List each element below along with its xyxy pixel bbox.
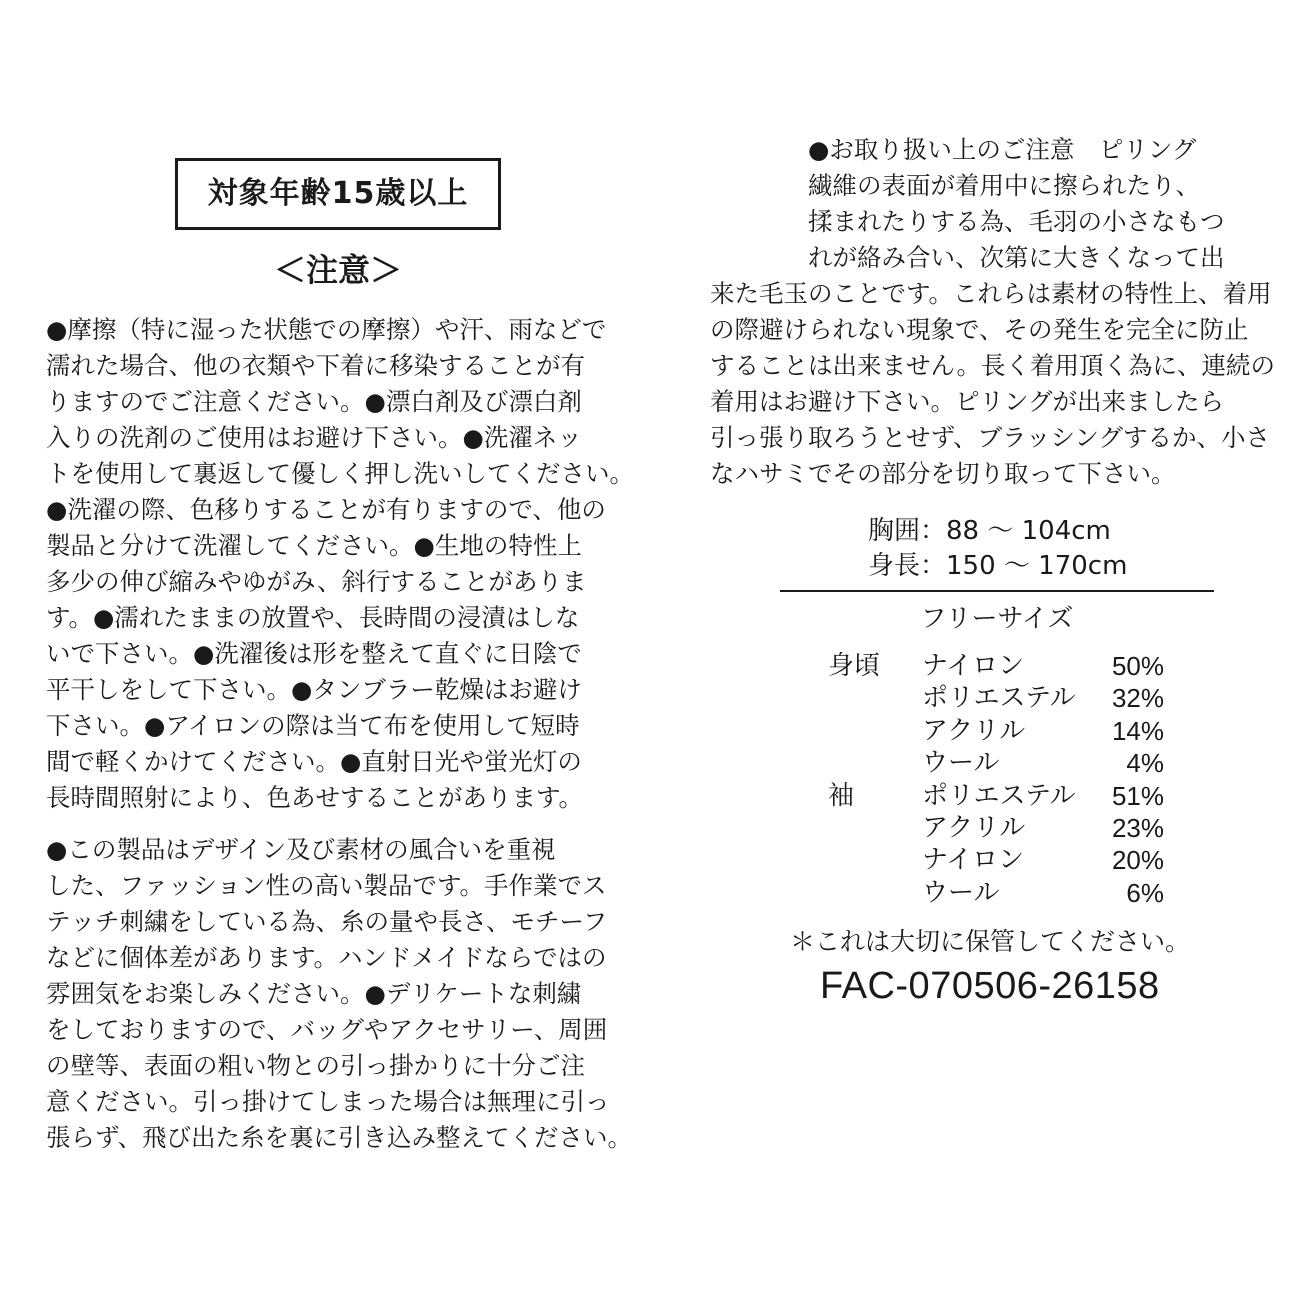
composition-percent: 32% xyxy=(1111,683,1164,714)
chest-size: 胸囲：88 ～ 104cm xyxy=(868,516,1111,546)
age-notice-text: 対象年齢15歳以上 xyxy=(207,176,469,211)
composition-material: ウール xyxy=(922,748,1000,779)
composition-row xyxy=(828,780,1168,812)
composition-part: 身頃 xyxy=(828,651,881,681)
age-notice-box xyxy=(175,158,501,230)
composition-percent: 51% xyxy=(1111,780,1164,811)
keep-this-note: ＊これは大切に保管してください。 xyxy=(790,927,1191,956)
divider-line xyxy=(780,590,1214,592)
composition-percent: 4% xyxy=(1126,748,1164,779)
care-instructions-paragraph: ●摩擦（特に湿った状態での摩擦）や汗、雨などで 濡れた場合、他の衣類や下着に移染することが有 りますのでご注意ください。●漂白剤及び漂白剤 入りの洗剤のご使用はお避け下さい。●洗濯ネッ トを使用して裏返して優しく押し洗いしてください。 ●洗濯の際、色移りすることが有りますので、他の 製品と分けて洗濯してください。●生地の特性上 多少の伸び縮みやゆがみ、斜行することがありま す。●濡れたままの放置や、長時間の浸漬はしな いで下さい。●洗濯後は形を整えて直ぐに日陰で 平干しをして下さい。●タンブラー乾燥はお避け 下さい。●アイロンの際は当て布を使用して短時 間で軽くかけてください。●直射日光や蛍光灯の 長時間照射により、色あせすることがあります。 xyxy=(46,315,634,812)
composition-material: アクリル xyxy=(922,812,1026,843)
composition-row xyxy=(828,844,1168,876)
composition-percent: 23% xyxy=(1111,812,1164,843)
composition-row xyxy=(828,715,1168,747)
composition-material: ウール xyxy=(922,877,1000,908)
composition-material: ナイロン xyxy=(922,845,1025,876)
composition-material: アクリル xyxy=(922,715,1026,746)
composition-percent: 50% xyxy=(1111,651,1164,681)
pilling-notice-paragraph: ●お取り扱い上のご注意 ピリング 繊維の表面が着用中に擦られたり、 揉まれたりする為、毛羽の小さなもつ れが絡み合い、次第に大きくなって出 来た毛玉のことです。これらは素材の特性上、着用 の際避けられない現象で、その発生を完全に防止 することは出来ません。長く着用頂く為に、連続の 着用はお避け下さい。ピリングが出来ましたら 引っ張り取ろうとせず、ブラッシングするか、小さ なハサミでその部分を切り取って下さい。 xyxy=(710,135,1275,488)
height-size: 身長：150 ～ 170cm xyxy=(868,551,1128,581)
caution-heading: ＜注意＞ xyxy=(273,251,402,289)
composition-percent: 20% xyxy=(1111,845,1164,876)
handmade-notice-paragraph: ●この製品はデザイン及び素材の風合いを重視 した、ファッション性の高い製品です。手作業でス テッチ刺繍をしている為、糸の量や長さ、モチーフ などに個体差があります。ハンドメイドならではの 雰囲気をお楽しみください。●デリケートな刺繍 をしておりますので、バッグやアクセサリー、周囲 の壁等、表面の粗い物との引っ掛かりに十分ご注 意ください。引っ掛けてしまった場合は無理に引っ 張らず、飛び出た糸を裏に引き込み整えてください。 xyxy=(46,835,633,1152)
free-size-label: フリーサイズ xyxy=(920,604,1074,634)
composition-row xyxy=(828,747,1168,779)
composition-table xyxy=(828,650,1168,909)
composition-part: 袖 xyxy=(828,780,855,811)
composition-row xyxy=(828,812,1168,844)
composition-row xyxy=(828,650,1168,682)
composition-row xyxy=(828,682,1168,714)
composition-percent: 6% xyxy=(1126,877,1164,908)
composition-material: ポリエステル xyxy=(922,683,1076,714)
composition-percent: 14% xyxy=(1111,715,1164,746)
composition-material: ナイロン xyxy=(922,651,1025,681)
composition-row xyxy=(828,877,1168,909)
composition-material: ポリエステル xyxy=(922,780,1076,811)
product-code: FAC-070506-26158 xyxy=(820,965,1160,1007)
